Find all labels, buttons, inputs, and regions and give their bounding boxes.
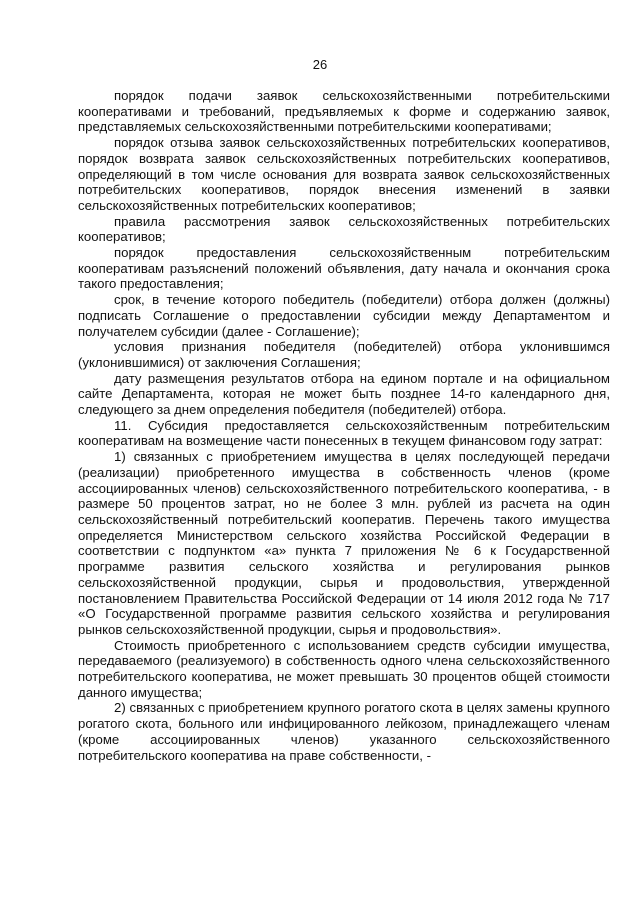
paragraph: порядок подачи заявок сельскохозяйственными потребительскими кооперативами и требований, предъявляемых к форме и содержанию заявок, представляемых сельскохозяйственными потребительскими кооперативами; bbox=[78, 88, 610, 135]
paragraph: правила рассмотрения заявок сельскохозяйственных потребительских кооперативов; bbox=[78, 213, 610, 245]
page-number: 26 bbox=[312, 57, 328, 72]
paragraph: дату размещения результатов отбора на едином портале и на официальном сайте Департамента, которая не может быть позднее 14-го календарного дня, следующего за днем определения победителя (победителей) отбора. bbox=[78, 370, 610, 418]
paragraph: 11. Субсидия предоставляется сельскохозяйственным потребительским кооперативам на возмещение части понесенных в текущем финансовом году затрат: bbox=[78, 417, 610, 449]
paragraph: порядок отзыва заявок сельскохозяйственных потребительских кооперативов, порядок возврата заявок сельскохозяйственных потребительских кооперативов, определяющий в том числе основания для возврата заявок сельскохозяйственных потребительских кооперативов, порядок внесения изменений в заявки сельскохозяйственных потребительских кооперативов; bbox=[78, 135, 610, 213]
paragraph: срок, в течение которого победитель (победители) отбора должен (должны) подписать Соглашение о предоставлении субсидии между Департаментом и получателем субсидии (далее - Соглашение); bbox=[78, 292, 610, 339]
paragraph: условия признания победителя (победителей) отбора уклонившимся (уклонившимися) от заключения Соглашения; bbox=[78, 339, 610, 370]
paragraph: 2) связанных с приобретением крупного рогатого скота в целях замены крупного рогатого скота, больного или инфицированного лейкозом, принадлежащего членам (кроме ассоциированных членов) указанного сельскохозяйственного потребительского кооператива на праве собственности, - bbox=[78, 700, 610, 763]
paragraph: Стоимость приобретенного с использованием средств субсидии имущества, передаваемого (реализуемого) в собственность одного члена сельскохозяйственного потребительского кооператива, не может превышать 30 процентов общей стоимости данного имущества; bbox=[78, 637, 610, 700]
paragraph: порядок предоставления сельскохозяйственным потребительским кооперативам разъяснений положений объявления, дату начала и окончания срока такого предоставления; bbox=[78, 245, 610, 292]
document-body bbox=[78, 88, 610, 763]
paragraph: 1) связанных с приобретением имущества в целях последующей передачи (реализации) приобретенного имущества в собственность членов (кроме ассоциированных членов) сельскохозяйственного потребительского кооператива, - в размере 50 процентов затрат, но не более 3 млн. рублей из расчета на один сельскохозяйственный потребительский кооператив. Перечень такого имущества определяется Министерством сельского хозяйства Российской Федерации в соответствии с подпунктом «а» пункта 7 приложения № 6 к Государственной программе развития сельского хозяйства и регулирования рынков сельскохозяйственной продукции, сырья и продовольствия, утвержденной постановлением Правительства Российской Федерации от 14 июля 2012 года № 717 «О Государственной программе развития сельского хозяйства и регулирования рынков сельскохозяйственной продукции, сырья и продовольствия». bbox=[78, 449, 610, 637]
